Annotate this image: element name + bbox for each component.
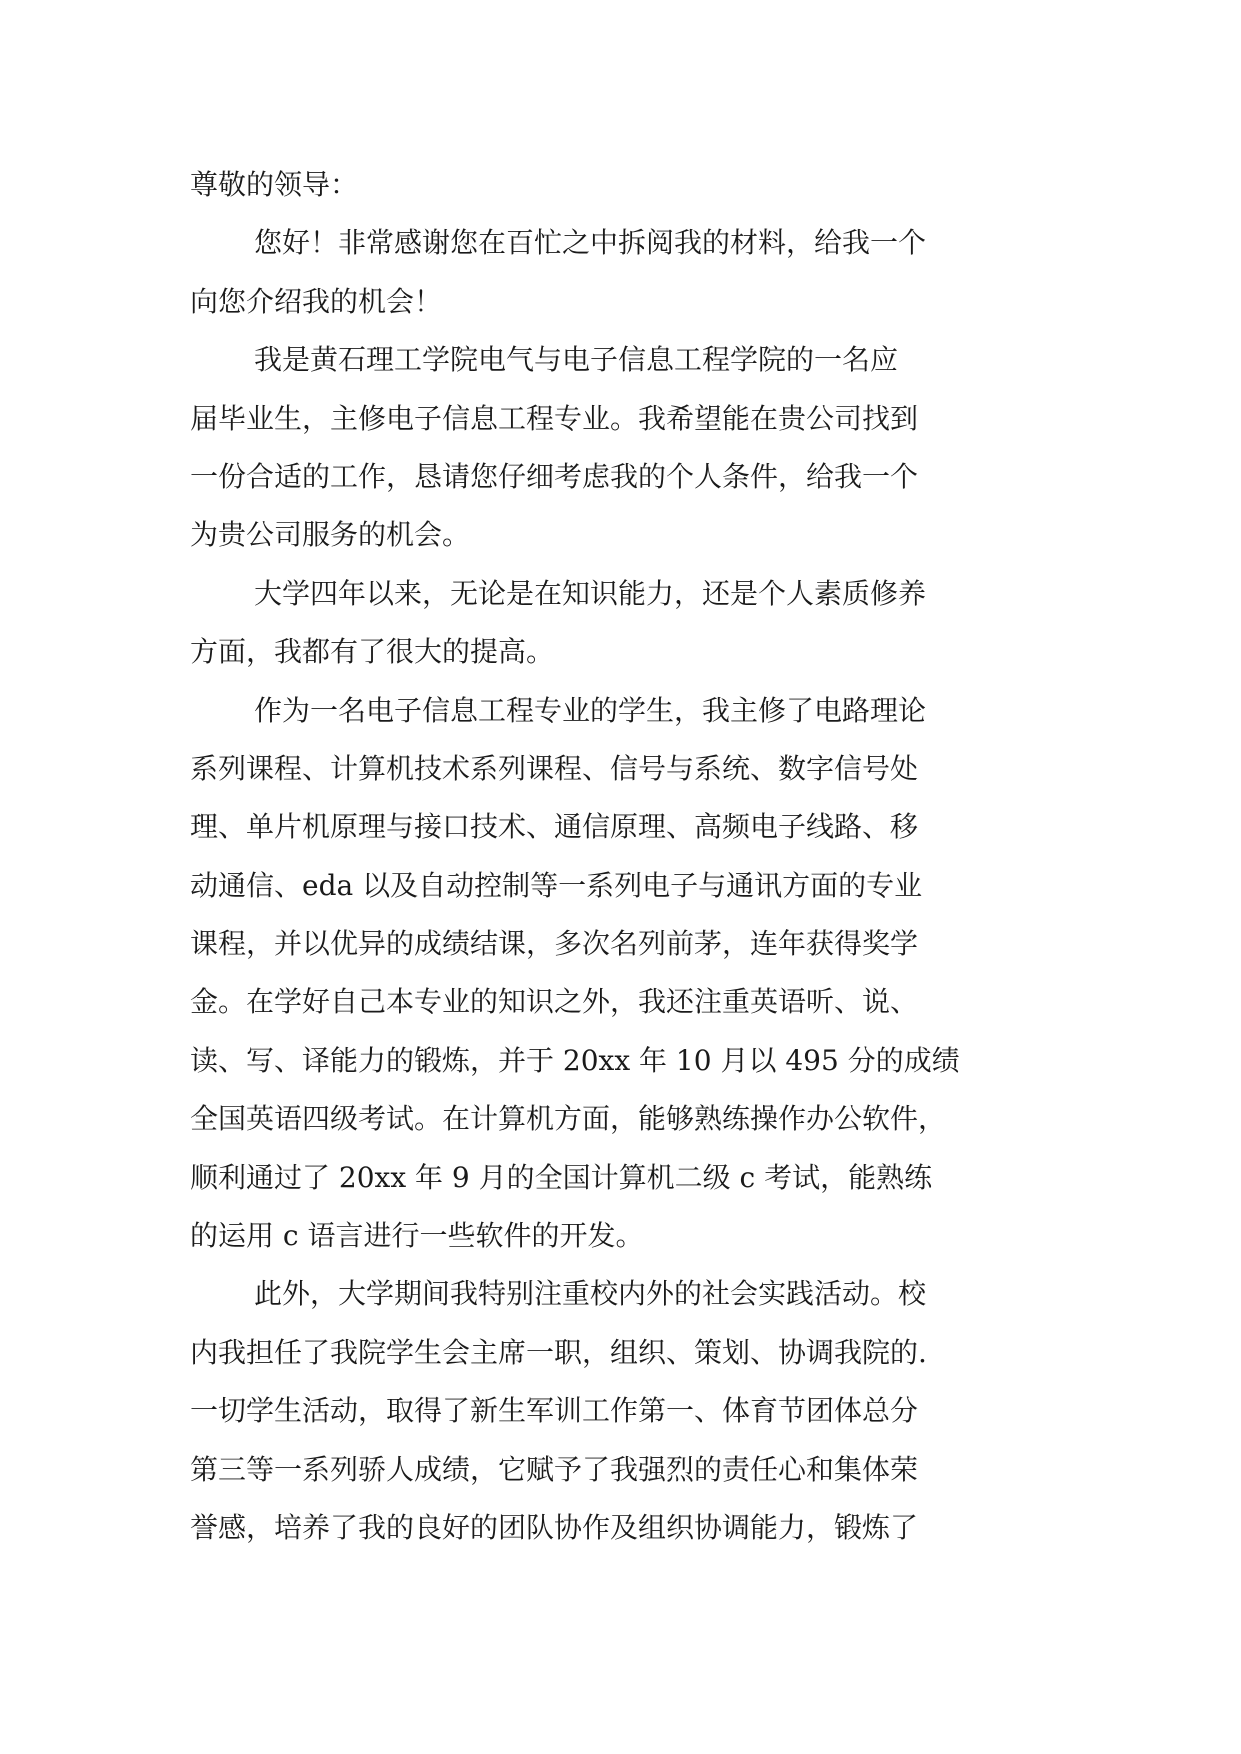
paragraph-3-line-1: 大学四年以来，无论是在知识能力，还是个人素质修养 (254, 576, 927, 610)
paragraph-4-line-5: 课程，并以优异的成绩结课，多次名列前茅，连年获得奖学 (190, 927, 919, 961)
paragraph-4-line-9: 顺利通过了 20xx 年 9 月的全国计算机二级 c 考试，能熟练 (190, 1160, 933, 1194)
paragraph-1-line-2: 向您介绍我的机会！ (190, 284, 443, 318)
paragraph-2-line-1: 我是黄石理工学院电气与电子信息工程学院的一名应 (254, 343, 899, 377)
paragraph-2-line-3: 一份合适的工作，恳请您仔细考虑我的个人条件，给我一个 (190, 459, 919, 493)
paragraph-4-line-10: 的运用 c 语言进行一些软件的开发。 (190, 1219, 644, 1253)
letter-body (190, 156, 1050, 1557)
paragraph-4-line-3: 理、单片机原理与接口技术、通信原理、高频电子线路、移 (190, 810, 919, 844)
paragraph-5-line-3: 一切学生活动，取得了新生军训工作第一、体育节团体总分 (190, 1394, 919, 1428)
paragraph-5-line-5: 誉感，培养了我的良好的团队协作及组织协调能力，锻炼了 (190, 1510, 919, 1544)
paragraph-4-line-7: 读、写、译能力的锻炼，并于 20xx 年 10 月以 495 分的成绩 (190, 1043, 960, 1077)
paragraph-5-line-4: 第三等一系列骄人成绩，它赋予了我强烈的责任心和集体荣 (190, 1452, 919, 1486)
paragraph-2-line-4: 为贵公司服务的机会。 (190, 518, 471, 552)
paragraph-4-line-8: 全国英语四级考试。在计算机方面，能够熟练操作办公软件， (190, 1102, 947, 1136)
paragraph-5-line-1: 此外，大学期间我特别注重校内外的社会实践活动。校 (254, 1277, 927, 1311)
paragraph-1-line-1: 您好！非常感谢您在百忙之中拆阅我的材料，给我一个 (254, 226, 927, 260)
paragraph-2-line-2: 届毕业生，主修电子信息工程专业。我希望能在贵公司找到 (190, 401, 919, 435)
paragraph-4-line-1: 作为一名电子信息工程专业的学生，我主修了电路理论 (254, 693, 927, 727)
paragraph-5-line-2: 内我担任了我院学生会主席一职，组织、策划、协调我院的. (190, 1335, 927, 1369)
salutation: 尊敬的领导： (190, 168, 359, 201)
paragraph-4-line-6: 金。在学好自己本专业的知识之外，我还注重英语听、说、 (190, 985, 919, 1019)
paragraph-4-line-2: 系列课程、计算机技术系列课程、信号与系统、数字信号处 (190, 751, 919, 785)
paragraph-3-line-2: 方面，我都有了很大的提高。 (190, 635, 555, 669)
paragraph-4-line-4: 动通信、eda 以及自动控制等一系列电子与通讯方面的专业 (190, 868, 923, 902)
